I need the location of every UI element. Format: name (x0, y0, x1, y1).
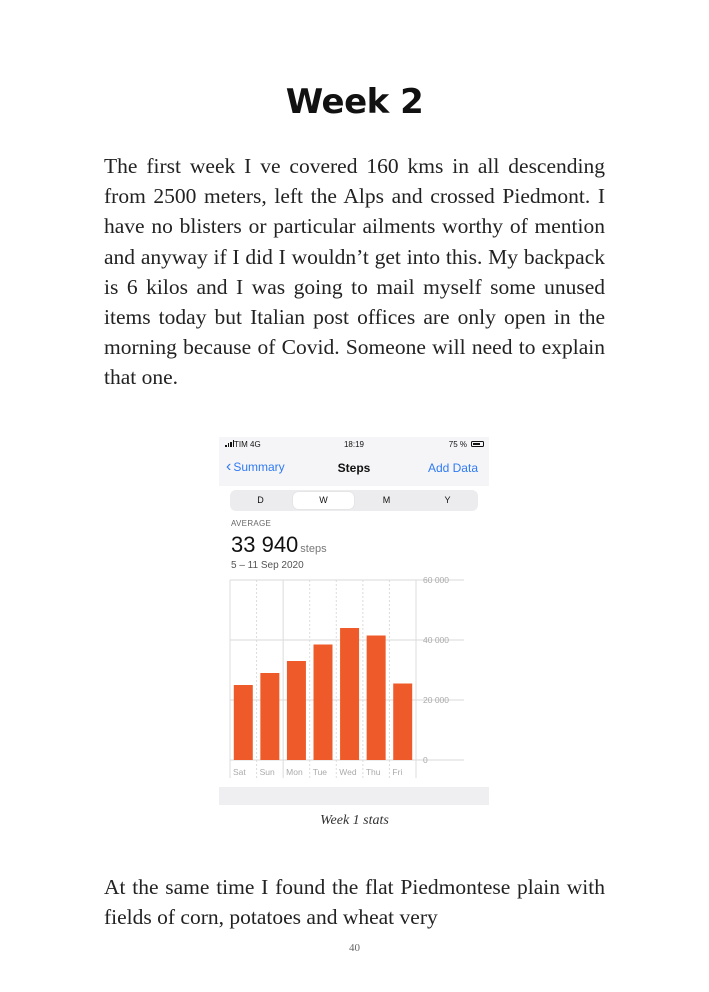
figure-caption: Week 1 stats (320, 813, 389, 828)
screenshot-footer (219, 787, 489, 805)
period-segmented-control (230, 490, 478, 511)
bar-sat (234, 685, 253, 760)
y-tick-label: 0 (423, 755, 428, 765)
x-tick-label: Sun (259, 767, 275, 777)
nav-bar (219, 452, 489, 486)
bar-tue (314, 645, 333, 761)
y-tick-label: 60 000 (423, 575, 449, 585)
bar-thu (367, 636, 386, 761)
health-app-screenshot (219, 437, 489, 805)
segment-week[interactable]: W (293, 492, 354, 509)
average-label: AVERAGE (231, 519, 272, 528)
bar-mon (287, 661, 306, 760)
x-tick-label: Tue (312, 767, 328, 777)
bar-fri (393, 684, 412, 761)
x-tick-label: Mon (286, 767, 303, 777)
steps-bar-chart (219, 572, 489, 792)
x-tick-label: Fri (392, 767, 403, 777)
x-tick-label: Wed (339, 767, 357, 777)
bar-wed (340, 628, 359, 760)
page-number: 40 (349, 942, 360, 954)
average-value (231, 532, 327, 558)
status-time: 18:19 (343, 440, 365, 449)
average-number: 33 940 (231, 532, 299, 557)
carrier-label: TIM 4G (234, 440, 261, 449)
segment-year[interactable]: Y (444, 495, 451, 505)
page-heading: Week 2 (285, 82, 424, 122)
back-label: Summary (233, 460, 285, 474)
battery-percent: 75 % (448, 440, 467, 449)
date-range: 5 – 11 Sep 2020 (231, 560, 304, 571)
segment-month[interactable]: M (382, 495, 391, 505)
x-tick-label: Thu (365, 767, 381, 777)
average-unit: steps (300, 543, 327, 555)
status-bar (219, 437, 489, 452)
x-tick-label: Sat (233, 767, 246, 777)
paragraph-2: At the same time I found the flat Piedmontese plain with fields of corn, potatoes and wheat very (104, 875, 605, 930)
y-tick-label: 20 000 (423, 695, 449, 705)
nav-title: Steps (337, 461, 371, 475)
paragraph-1: The first week I ve covered 160 kms in all descending from 2500 meters, left the Alps and crossed Piedmont. I have no blisters or particular ailments worthy of mention and anyway if I did I wouldn’t get into this. My backpack is 6 kilos and I was going to mail myself some unused items today but Italian post offices are only open in the morning because of Covid. Someone will need to explain that one. (104, 154, 605, 390)
segment-day[interactable]: D (257, 495, 264, 505)
y-tick-label: 40 000 (423, 635, 449, 645)
bar-sun (260, 673, 279, 760)
chevron-left-icon: ‹ (226, 458, 232, 475)
add-data-button[interactable]: Add Data (427, 461, 478, 475)
battery-icon (471, 441, 484, 447)
